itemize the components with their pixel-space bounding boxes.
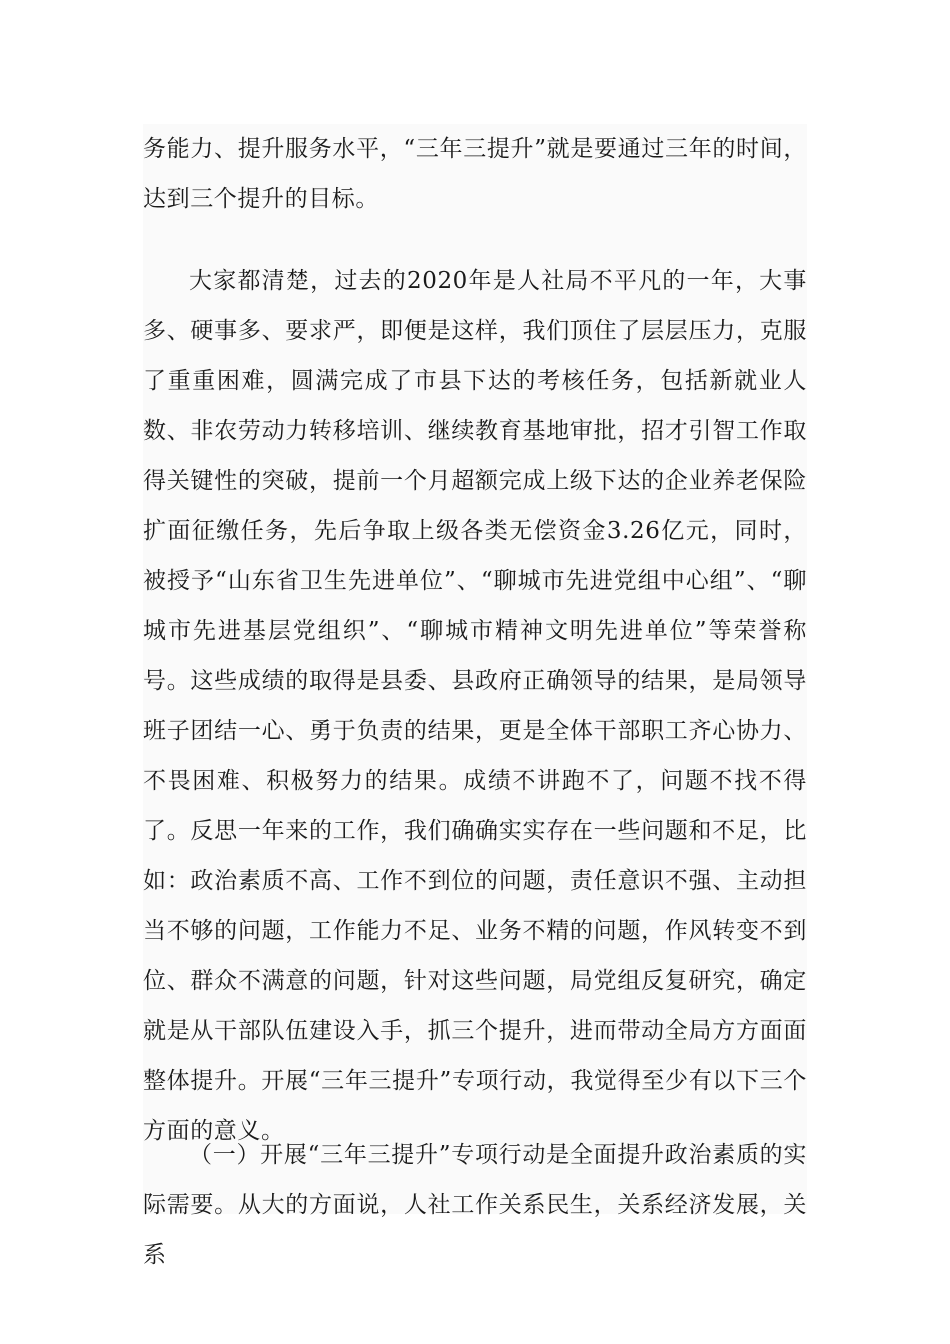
paragraph-achievements: 大家都清楚，过去的2020年是人社局不平凡的一年，大事多、硬事多、要求严，即便是这样，我们顶住了层层压力，克服了重重困难，圆满完成了市县下达的考核任务，包括新就业人数、非农劳动力转移培训、继续教育基地审批，招才引智工作取得关键性的突破，提前一个月超额完成上级下达的企业养老保险扩面征缴任务，先后争取上级各类无偿资金3.26亿元，同时，被授予“山东省卫生先进单位”、“聊城市先进党组中心组”、“聊城市先进基层党组织”、“聊城市精神文明先进单位”等荣誉称号。这些成绩的取得是县委、县政府正确领导的结果，是局领导班子团结一心、勇于负责的结果，更是全体干部职工齐心协力、不畏困难、积极努力的结果。成绩不讲跑不了，问题不找不得了。反思一年来的工作，我们确确实实存在一些问题和不足，比如：政治素质不高、工作不到位的问题，责任意识不强、主动担当不够的问题，工作能力不足、业务不精的问题，作风转变不到位、群众不满意的问题，针对这些问题，局党组反复研究，确定就是从干部队伍建设入手，抓三个提升，进而带动全局方方面面整体提升。开展“三年三提升”专项行动，我觉得至少有以下三个方面的意义。: [143, 268, 807, 1144]
document-page: [143, 124, 807, 1268]
paragraph-continuation: 务能力、提升服务水平，“三年三提升”就是要通过三年的时间，达到三个提升的目标。: [143, 136, 807, 212]
paragraph-section-one: （一）开展“三年三提升”专项行动是全面提升政治素质的实际需要。从大的方面说，人社工作关系民生，关系经济发展，关系: [143, 1142, 807, 1268]
